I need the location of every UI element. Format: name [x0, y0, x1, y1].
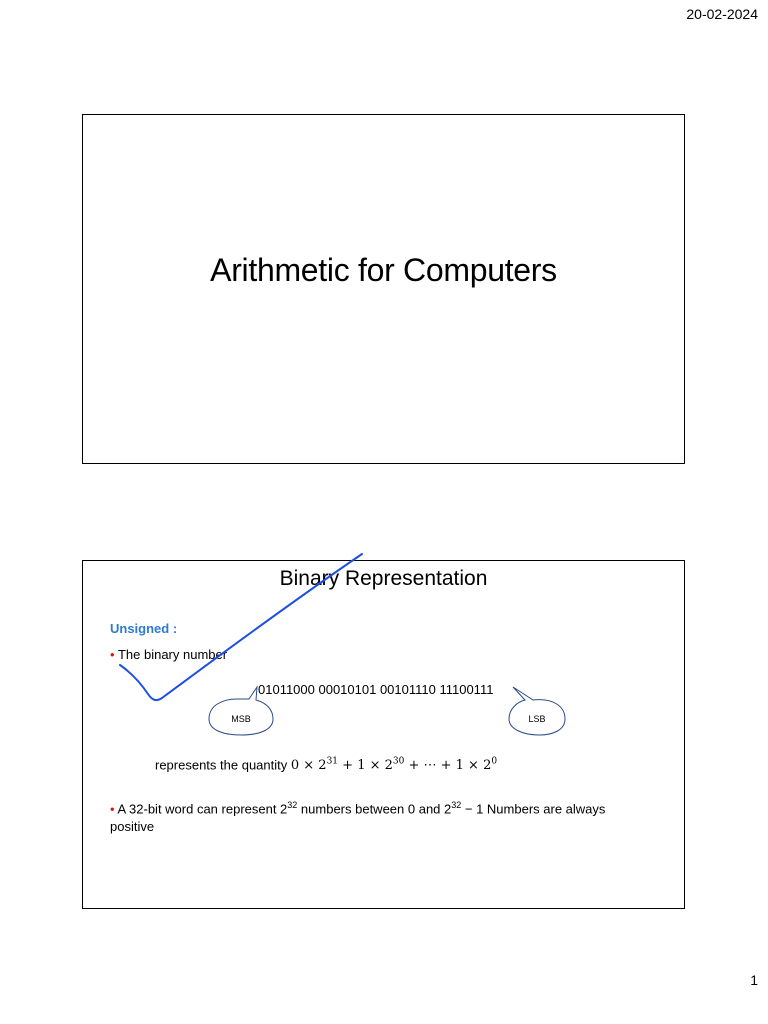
bullet1-text: The binary number	[117, 647, 228, 662]
slide-heading: Binary Representation	[279, 567, 488, 590]
bullet2-exponent-2: 32	[451, 800, 462, 810]
slide-binary-representation	[82, 560, 685, 909]
bullet-binary-number	[110, 647, 227, 662]
bullet2-part-b: numbers between 0 and 2	[297, 801, 452, 817]
section-label-unsigned: Unsigned :	[110, 621, 178, 636]
bullet2-part-a: A 32-bit word can represent 2	[117, 801, 288, 817]
bullet-dot-icon: •	[110, 647, 115, 662]
page-number: 1	[750, 972, 758, 988]
quantity-line	[155, 757, 497, 773]
lsb-callout-bubble	[503, 685, 583, 739]
binary-value: 01011000 00010101 00101110 11100111	[258, 682, 494, 697]
quantity-formula: $0 \times 2^{31} + 1 \times 2^{30}$ + ⋯ + $1 \times 2^0$	[290, 757, 498, 774]
bullet-dot-icon: •	[110, 801, 115, 817]
lsb-label: LSB	[528, 714, 546, 724]
bullet-word-range	[110, 796, 610, 836]
msb-callout-bubble	[201, 685, 281, 739]
quantity-prefix: represents the quantity	[155, 757, 288, 773]
bullet2-exponent-1: 32	[287, 800, 298, 810]
slide-title-card	[82, 114, 685, 464]
slide-title: Arithmetic for Computers	[210, 252, 557, 288]
bullet2-part-c: − 1 Numbers are always positive	[110, 801, 606, 835]
msb-label: MSB	[231, 714, 251, 724]
date-label: 20-02-2024	[686, 6, 758, 22]
